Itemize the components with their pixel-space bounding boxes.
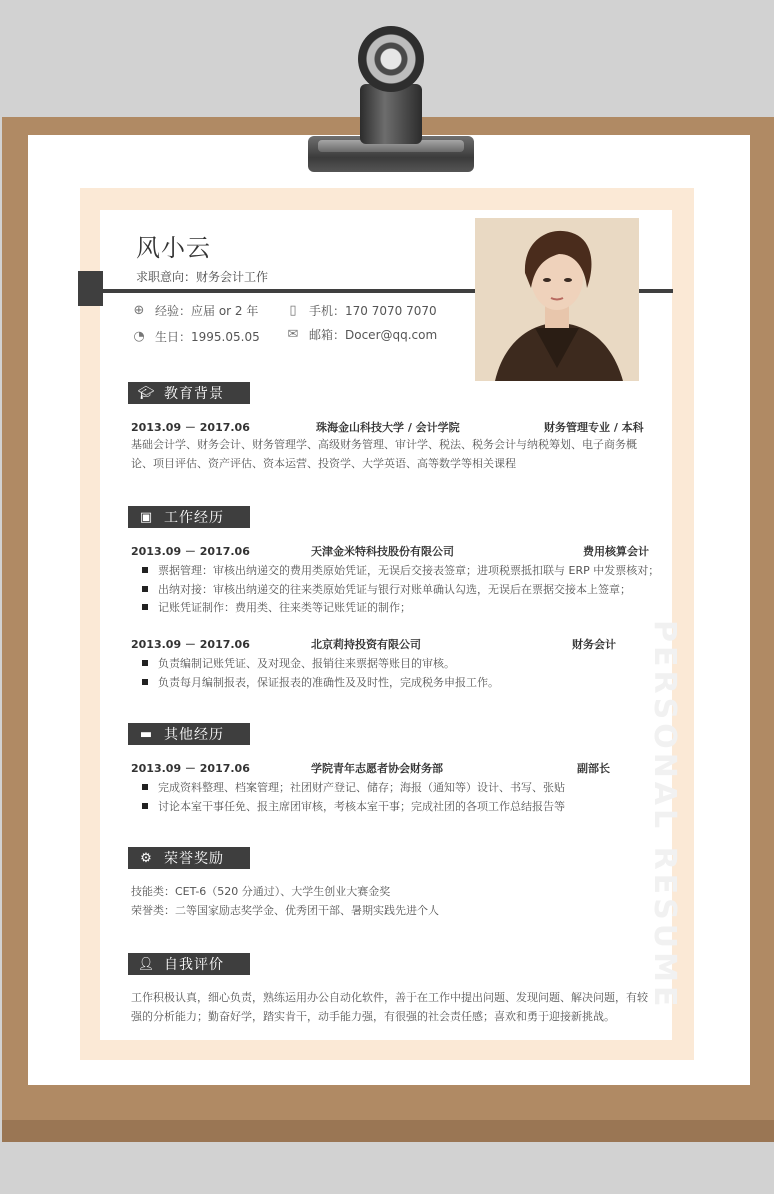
self-evaluation-text: 工作积极认真，细心负责，熟练运用办公自动化软件，善于在工作中提出问题、发现问题、解决问题，有较强的分析能力；勤奋好学，踏实肯干，动手能力强，有很强的社会责任感；喜欢和勇于迎接新挑战。 — [131, 991, 648, 1023]
list-item: 票据管理：审核出纳递交的费用类原始凭证，无误后交接表签章；进项税票抵扣联与 ERP 中发票核对； — [142, 562, 659, 578]
other-date: 2013.09 － 2017.06 — [131, 762, 250, 775]
profile-photo — [475, 218, 639, 381]
job-1-date: 2013.09 － 2017.06 — [131, 545, 250, 558]
education-courses: 基础会计学、财务会计、财务管理学、高级财务管理、审计学、税法、税务会计与纳税筹划、电子商务概论、项目评估、资产评估、资本运营、投资学、大学英语、高等数学等相关课程 — [131, 438, 637, 470]
job-2-company: 北京莉持投资有限公司 — [311, 638, 421, 651]
graduation-cap-icon: 🎓︎ — [137, 385, 155, 401]
awards-honors: 荣誉类：二等国家励志奖学金、优秀团干部、暑期实践先进个人 — [131, 904, 439, 917]
job-2-date: 2013.09 － 2017.06 — [131, 638, 250, 651]
gear-icon: ⚙ — [140, 850, 152, 866]
list-item: 出纳对接：审核出纳递交的往来类原始凭证与银行对账单确认勾选，无误后在票据交接本上签章； — [142, 581, 631, 597]
section-title-awards: ⚙ 荣誉奖励 — [128, 847, 250, 869]
header-divider — [103, 289, 475, 293]
section-title-work: ▣ 工作经历 — [128, 506, 250, 528]
job-1-company: 天津金米特科技股份有限公司 — [311, 545, 454, 558]
calendar-icon: ◔ — [133, 329, 145, 344]
clip-arm — [360, 84, 422, 144]
job-intent: 求职意向：财务会计工作 — [136, 270, 269, 284]
watermark-text: PERSONAL RESUME — [647, 620, 682, 1011]
phone-info: ▯ 手机：170 7070 7070 — [285, 302, 437, 319]
list-item: 负责每月编制报表，保证报表的准确性及及时性，完成税务申报工作。 — [142, 674, 499, 690]
email-info: ✉ 邮箱：Docer@qq.com — [285, 326, 437, 343]
education-school: 珠海金山科技大学 / 会计学院 — [316, 421, 460, 434]
user-icon: 👤︎ — [137, 956, 155, 972]
mail-icon: ✉ — [287, 327, 299, 342]
header-accent-block — [78, 271, 103, 306]
clipboard-edge — [2, 1120, 774, 1142]
awards-skills: 技能类：CET-6（520 分通过）、大学生创业大赛金奖 — [131, 885, 391, 898]
list-item: 完成资料整理、档案管理；社团财产登记、储存；海报（通知等）设计、书写、张贴 — [142, 779, 565, 795]
education-major: 财务管理专业 / 本科 — [544, 421, 644, 434]
section-title-other: ▬ 其他经历 — [128, 723, 250, 745]
job-1-role: 费用核算会计 — [583, 545, 649, 558]
birthday-info: ◔ 生日：1995.05.05 — [131, 328, 260, 345]
list-item: 讨论本室干事任免、报主席团审核，考核本室干事；完成社团的各项工作总结报告等 — [142, 798, 565, 814]
other-role: 副部长 — [577, 762, 610, 775]
job-2-role: 财务会计 — [572, 638, 616, 651]
header-divider-right — [639, 289, 673, 293]
briefcase-icon: ▣ — [139, 509, 153, 525]
folder-icon: ▬ — [139, 726, 153, 742]
clip-ring — [358, 26, 424, 92]
candidate-name: 风小云 — [136, 234, 211, 262]
experience-info: ⊕ 经验：应届 or 2 年 — [131, 302, 258, 319]
crosshair-icon: ⊕ — [133, 303, 145, 318]
education-date: 2013.09 － 2017.06 — [131, 421, 250, 434]
list-item: 负责编制记账凭证、及对现金、报销往来票据等账目的审核。 — [142, 655, 455, 671]
phone-icon: ▯ — [289, 303, 297, 318]
list-item: 记账凭证制作：费用类、往来类等记账凭证的制作； — [142, 599, 411, 615]
other-org: 学院青年志愿者协会财务部 — [311, 762, 443, 775]
section-title-education: 🎓︎ 教育背景 — [128, 382, 250, 404]
section-title-self: 👤︎ 自我评价 — [128, 953, 250, 975]
